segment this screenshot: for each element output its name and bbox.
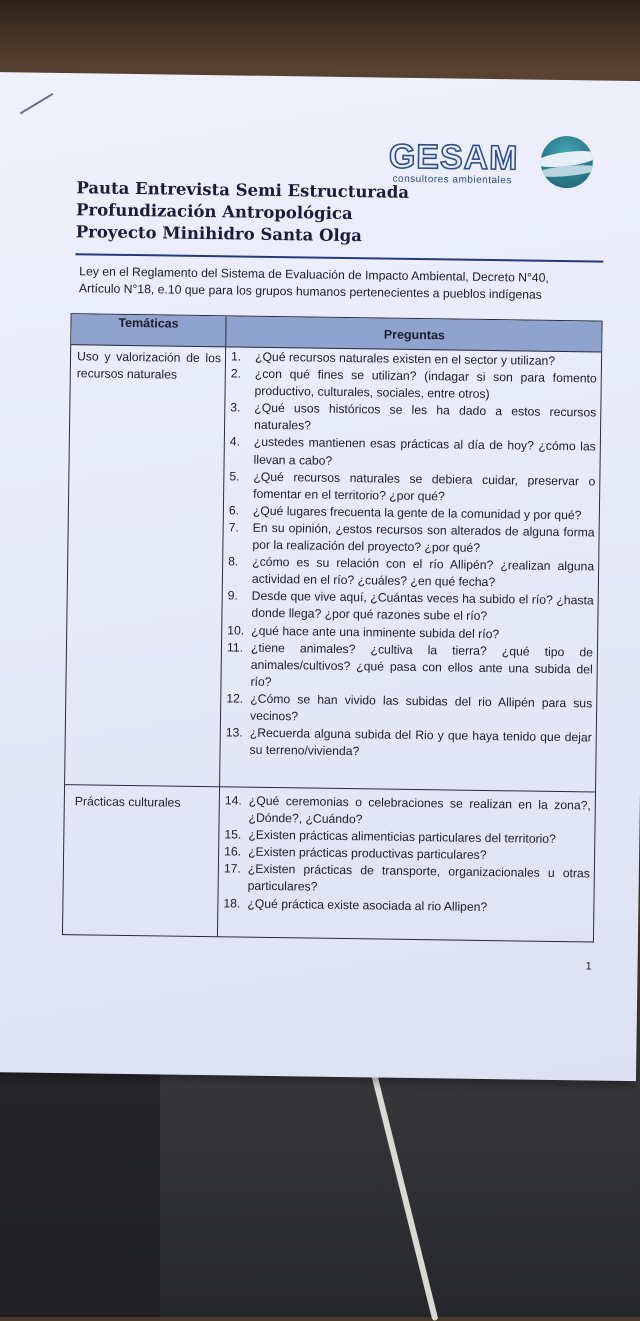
question-number: 15. <box>224 827 242 842</box>
question-number: 10. <box>227 622 245 638</box>
page-number: 1 <box>585 960 592 973</box>
title-line: Profundización Antropológica <box>75 200 353 224</box>
question-item <box>229 434 595 473</box>
question-item <box>230 400 596 439</box>
question-list <box>225 348 597 763</box>
title-line: Pauta Entrevista Semi Estructurada <box>76 178 410 202</box>
question-number: 8. <box>228 554 239 569</box>
question-number: 3. <box>230 400 241 415</box>
question-text: Desde que vive aquí, ¿Cuántas veces ha subido el río? ¿hasta donde llega? ¿por qué razones sube el río? <box>251 589 594 624</box>
logo-wave-icon <box>540 136 593 189</box>
question-number: 7. <box>228 520 239 535</box>
question-item <box>229 468 595 507</box>
question-text: En su opinión, ¿estos recursos son alterados de alguna forma por la realización del proyecto? ¿por qué? <box>252 520 595 555</box>
question-text: ¿Qué recursos naturales se debiera cuidar, preservar o fomentar en el territorio? ¿por qué? <box>253 469 596 504</box>
question-text: ¿tiene animales? ¿cultiva la tierra? ¿qué tipo de animales/cultivos? ¿qué pasa con ellos ante una subida del río? <box>250 640 594 689</box>
document-content <box>0 72 640 1081</box>
question-text: ¿Existen prácticas productivas particulares? <box>248 844 487 863</box>
question-text: ¿ustedes mantienen esas prácticas al día de hoy? ¿cómo las llevan a cabo? <box>253 435 596 468</box>
question-text: ¿Existen prácticas de transporte, organizacionales u otras particulares? <box>247 862 590 895</box>
document-title <box>76 177 410 248</box>
question-number: 14. <box>224 793 242 808</box>
theme-cell: Uso y valorización de los recursos naturales <box>76 349 222 382</box>
question-item <box>224 792 590 831</box>
question-number: 16. <box>224 844 242 859</box>
question-number: 1. <box>230 349 242 364</box>
question-number: 18. <box>223 895 241 911</box>
question-text: ¿qué hace ante una inminente subida del río? <box>251 623 500 641</box>
question-text: ¿Qué ceremonias o celebraciones se realizan en la zona?, ¿Dónde?, ¿Cuándo? <box>248 793 591 827</box>
row-divider <box>65 784 595 793</box>
question-item <box>230 365 596 404</box>
pen-mark <box>20 93 54 114</box>
question-number: 2. <box>230 366 242 381</box>
question-item <box>226 639 593 695</box>
question-number: 5. <box>229 469 240 484</box>
table-header <box>71 314 601 352</box>
question-number: 6. <box>228 503 240 518</box>
intro-paragraph <box>79 263 603 304</box>
question-item <box>224 861 590 900</box>
question-number: 13. <box>225 725 243 740</box>
question-text: ¿Qué recursos naturales existen en el sector y utilizan? <box>254 349 556 368</box>
question-list <box>223 792 591 917</box>
question-item <box>226 690 592 729</box>
shadow <box>0 1050 160 1317</box>
intro-line: Artículo N°18, e.10 que para los grupos humanos pertenecientes a pueblos indígenas <box>78 281 542 302</box>
question-item <box>227 588 593 627</box>
question-text: ¿Recuerda alguna subida del Rio y que haya tenido que dejar su terreno/vivienda? <box>249 725 592 759</box>
question-number: 17. <box>223 861 241 876</box>
header-tematicas: Temáticas <box>118 315 179 331</box>
theme-cell: Prácticas culturales <box>74 794 181 810</box>
question-number: 11. <box>226 639 244 655</box>
logo-tagline: consultores ambientales <box>392 173 512 187</box>
question-item <box>225 724 591 763</box>
question-text: ¿cómo es su relación con el río Allipén? ¿realizan alguna actividad en el río? ¿cuáles? ¿en qué fecha? <box>251 554 595 590</box>
questions-table <box>62 313 603 942</box>
intro-line: Ley en el Reglamento del Sistema de Evaluación de Impacto Ambiental, Decreto N°40, <box>79 264 549 285</box>
title-rule <box>75 253 603 262</box>
question-item <box>228 553 594 592</box>
question-text: ¿con qué fines se utilizan? (indagar si son para fomento productivo, culturales, sociales, entre otros) <box>254 366 597 402</box>
question-number: 4. <box>229 434 241 449</box>
question-text: ¿Qué lugares frecuenta la gente de la comunidad y por qué? <box>252 503 582 523</box>
question-number: 12. <box>226 691 244 706</box>
header-preguntas: Preguntas <box>383 327 446 343</box>
question-text: ¿Cómo se han vivido las subidas del rio Allipén para sus vecinos? <box>249 691 593 724</box>
question-item <box>228 519 594 558</box>
title-line: Proyecto Minihidro Santa Olga <box>75 222 363 246</box>
question-number: 9. <box>227 588 238 603</box>
question-text: ¿Qué práctica existe asociada al rio Allipen? <box>247 896 488 914</box>
question-text: ¿Qué usos históricos se les ha dado a estos recursos naturales? <box>253 401 597 433</box>
document-page <box>0 72 640 1081</box>
question-text: ¿Existen prácticas alimenticias particulares del territorio? <box>248 827 556 847</box>
logo-wordmark: GESAM <box>388 137 519 178</box>
gesam-logo <box>388 136 599 197</box>
